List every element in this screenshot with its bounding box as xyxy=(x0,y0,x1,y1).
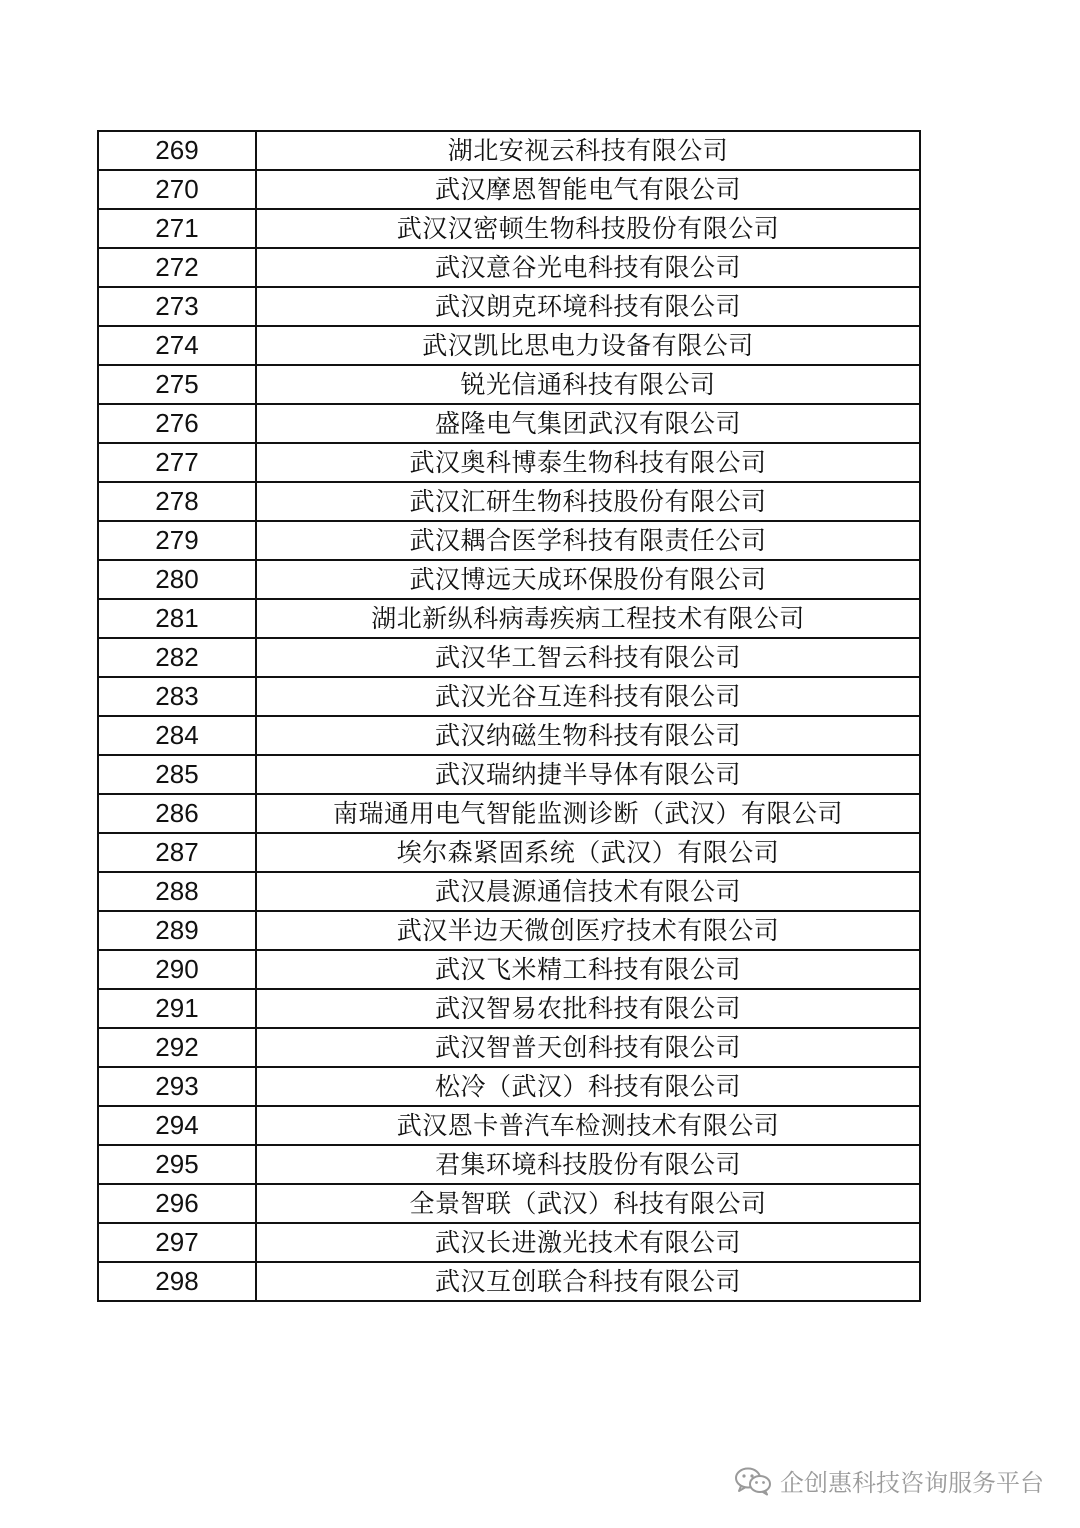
table-row xyxy=(98,170,920,209)
company-table-body xyxy=(98,131,920,1301)
company-name: 武汉半边天微创医疗技术有限公司 xyxy=(256,911,920,950)
row-index: 291 xyxy=(98,989,256,1028)
row-index: 278 xyxy=(98,482,256,521)
table-row xyxy=(98,1145,920,1184)
company-name: 武汉耦合医学科技有限责任公司 xyxy=(256,521,920,560)
row-index: 277 xyxy=(98,443,256,482)
table-row xyxy=(98,755,920,794)
company-name: 武汉恩卡普汽车检测技术有限公司 xyxy=(256,1106,920,1145)
table-row xyxy=(98,131,920,170)
company-name: 武汉互创联合科技有限公司 xyxy=(256,1262,920,1301)
table-row xyxy=(98,794,920,833)
table-row xyxy=(98,248,920,287)
table-row xyxy=(98,1106,920,1145)
row-index: 286 xyxy=(98,794,256,833)
company-name: 武汉汉密顿生物科技股份有限公司 xyxy=(256,209,920,248)
table-row xyxy=(98,365,920,404)
company-name: 君集环境科技股份有限公司 xyxy=(256,1145,920,1184)
table-row xyxy=(98,911,920,950)
company-name: 湖北安视云科技有限公司 xyxy=(256,131,920,170)
company-name: 武汉意谷光电科技有限公司 xyxy=(256,248,920,287)
table-row xyxy=(98,521,920,560)
company-name: 武汉奥科博泰生物科技有限公司 xyxy=(256,443,920,482)
company-name: 武汉瑞纳捷半导体有限公司 xyxy=(256,755,920,794)
row-index: 282 xyxy=(98,638,256,677)
row-index: 273 xyxy=(98,287,256,326)
row-index: 295 xyxy=(98,1145,256,1184)
company-name: 武汉汇研生物科技股份有限公司 xyxy=(256,482,920,521)
table-row xyxy=(98,1262,920,1301)
company-name: 松冷（武汉）科技有限公司 xyxy=(256,1067,920,1106)
table-row xyxy=(98,560,920,599)
company-name: 武汉纳磁生物科技有限公司 xyxy=(256,716,920,755)
company-name: 武汉光谷互连科技有限公司 xyxy=(256,677,920,716)
table-row xyxy=(98,716,920,755)
table-row xyxy=(98,638,920,677)
table-row xyxy=(98,326,920,365)
row-index: 294 xyxy=(98,1106,256,1145)
table-row xyxy=(98,872,920,911)
row-index: 290 xyxy=(98,950,256,989)
row-index: 288 xyxy=(98,872,256,911)
company-name: 武汉晨源通信技术有限公司 xyxy=(256,872,920,911)
row-index: 275 xyxy=(98,365,256,404)
row-index: 281 xyxy=(98,599,256,638)
row-index: 287 xyxy=(98,833,256,872)
table-row xyxy=(98,443,920,482)
table-row xyxy=(98,482,920,521)
table-row xyxy=(98,833,920,872)
row-index: 283 xyxy=(98,677,256,716)
row-index: 279 xyxy=(98,521,256,560)
row-index: 289 xyxy=(98,911,256,950)
row-index: 293 xyxy=(98,1067,256,1106)
row-index: 297 xyxy=(98,1223,256,1262)
table-row xyxy=(98,1067,920,1106)
company-name: 武汉朗克环境科技有限公司 xyxy=(256,287,920,326)
company-name: 南瑞通用电气智能监测诊断（武汉）有限公司 xyxy=(256,794,920,833)
company-name: 武汉华工智云科技有限公司 xyxy=(256,638,920,677)
table-row xyxy=(98,1223,920,1262)
row-index: 280 xyxy=(98,560,256,599)
company-name: 锐光信通科技有限公司 xyxy=(256,365,920,404)
row-index: 269 xyxy=(98,131,256,170)
company-name: 武汉博远天成环保股份有限公司 xyxy=(256,560,920,599)
wechat-icon xyxy=(734,1466,772,1496)
table-row xyxy=(98,989,920,1028)
company-name: 武汉长进激光技术有限公司 xyxy=(256,1223,920,1262)
row-index: 284 xyxy=(98,716,256,755)
row-index: 285 xyxy=(98,755,256,794)
company-name: 湖北新纵科病毒疾病工程技术有限公司 xyxy=(256,599,920,638)
company-table xyxy=(97,130,921,1302)
company-name: 武汉摩恩智能电气有限公司 xyxy=(256,170,920,209)
watermark-text: 企创惠科技咨询服务平台 xyxy=(780,1469,1044,1497)
table-row xyxy=(98,950,920,989)
company-name: 全景智联（武汉）科技有限公司 xyxy=(256,1184,920,1223)
table-row xyxy=(98,404,920,443)
table-row xyxy=(98,599,920,638)
company-name: 武汉凯比思电力设备有限公司 xyxy=(256,326,920,365)
table-row xyxy=(98,209,920,248)
company-name: 武汉智普天创科技有限公司 xyxy=(256,1028,920,1067)
row-index: 276 xyxy=(98,404,256,443)
row-index: 271 xyxy=(98,209,256,248)
company-name: 埃尔森紧固系统（武汉）有限公司 xyxy=(256,833,920,872)
row-index: 292 xyxy=(98,1028,256,1067)
row-index: 272 xyxy=(98,248,256,287)
table-row xyxy=(98,1028,920,1067)
table-row xyxy=(98,287,920,326)
watermark xyxy=(734,1463,1044,1498)
row-index: 296 xyxy=(98,1184,256,1223)
row-index: 298 xyxy=(98,1262,256,1301)
row-index: 270 xyxy=(98,170,256,209)
company-name: 盛隆电气集团武汉有限公司 xyxy=(256,404,920,443)
company-name: 武汉飞米精工科技有限公司 xyxy=(256,950,920,989)
row-index: 274 xyxy=(98,326,256,365)
company-name: 武汉智易农批科技有限公司 xyxy=(256,989,920,1028)
table-row xyxy=(98,1184,920,1223)
table-row xyxy=(98,677,920,716)
